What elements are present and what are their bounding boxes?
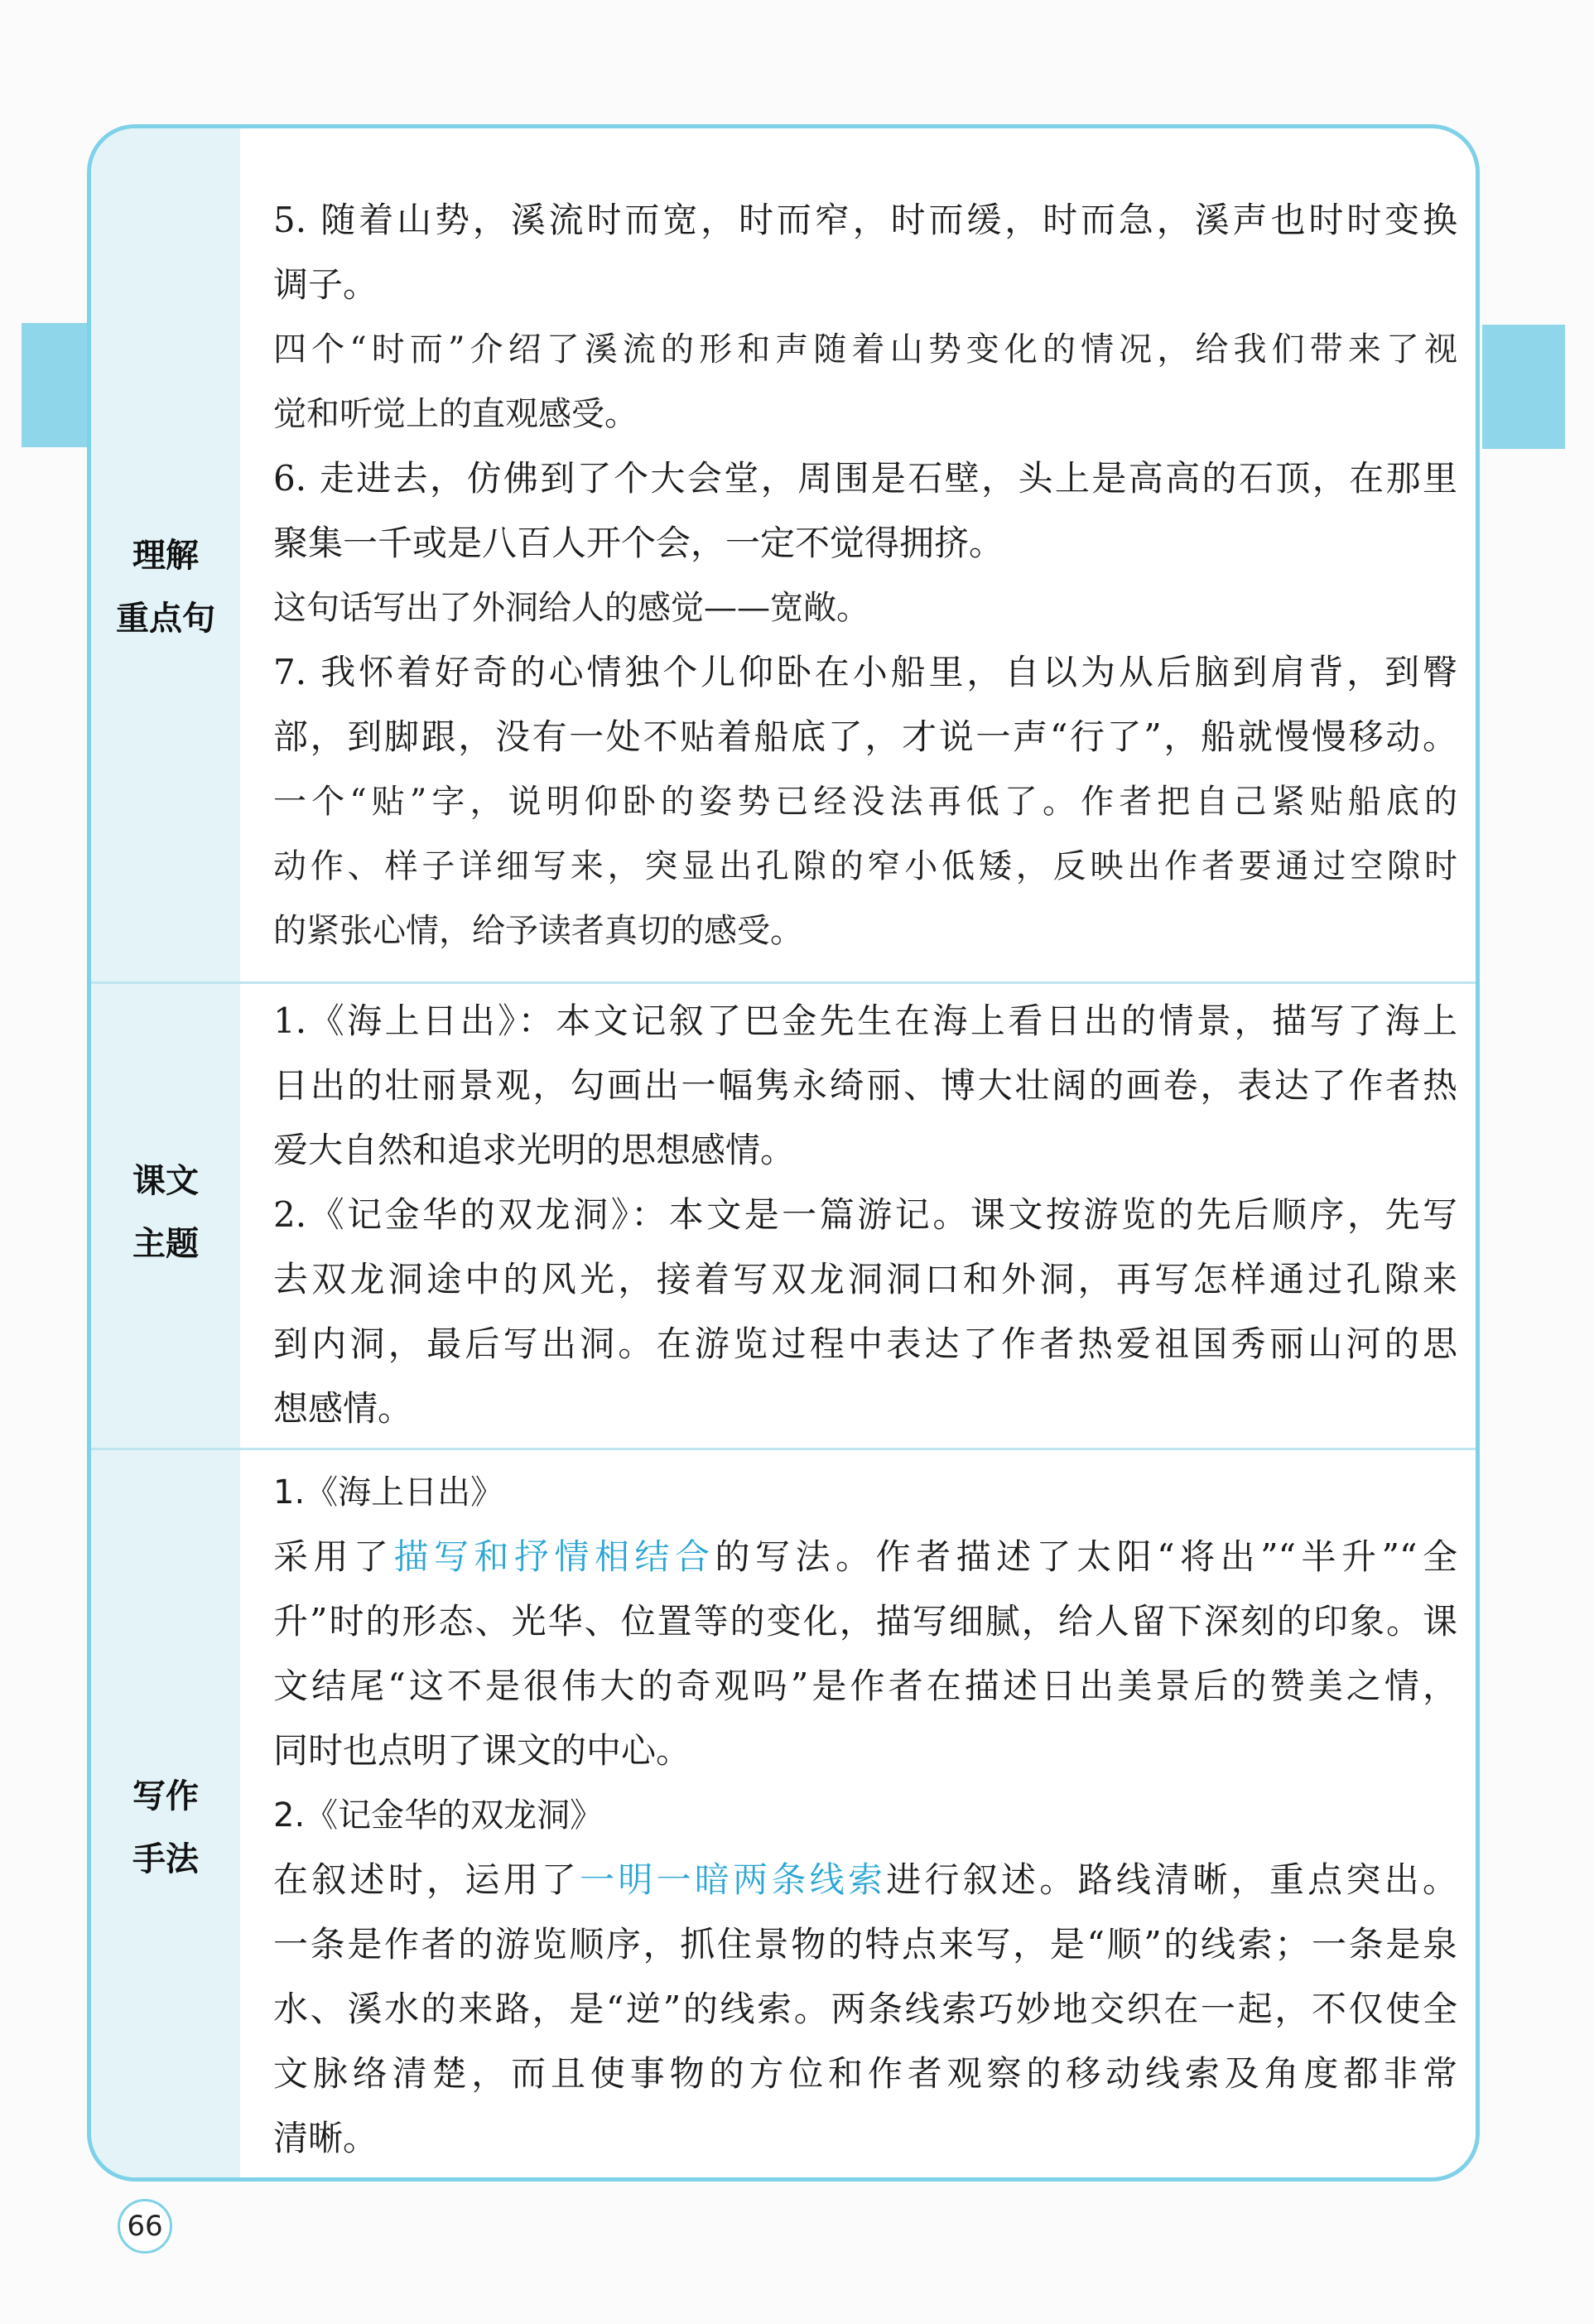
label-line-2: 主题 bbox=[132, 1225, 199, 1263]
theme-line: 日出的壮丽景观，勾画出一幅隽永绮丽、博大壮阔的画卷，表达了作者热 bbox=[273, 1065, 1457, 1106]
sentence-line: 5. 随着山势，溪流时而宽，时而窄，时而缓，时而急，溪声也时时变换 bbox=[273, 200, 1457, 240]
analysis-line: 的紧张心情，给予读者真切的感受。 bbox=[273, 912, 803, 950]
sentence-line: 聚集一千或是八百人开个会，一定不觉得拥挤。 bbox=[273, 523, 1004, 563]
label-line-2: 手法 bbox=[132, 1840, 199, 1878]
highlight-text: 描写和抒情相结合 bbox=[393, 1536, 715, 1577]
analysis-line: 这句话写出了外洞给人的感觉——宽敞。 bbox=[273, 589, 869, 627]
label-line-2: 重点句 bbox=[116, 600, 215, 638]
section-label bbox=[91, 524, 240, 650]
theme-line: 1.《海上日出》：本文记叙了巴金先生在海上看日出的情景，描写了海上 bbox=[273, 1000, 1457, 1041]
sentence-line: 6. 走进去，仿佛到了个大会堂，周围是石壁，头上是高高的石顶，在那里 bbox=[273, 458, 1457, 499]
writing-line: 一条是作者的游览顺序，抓住景物的特点来写，是“顺”的线索；一条是泉 bbox=[273, 1924, 1457, 1965]
section-body bbox=[273, 188, 1457, 963]
section-writing bbox=[91, 1448, 1476, 2182]
text-run: 采用了 bbox=[273, 1536, 394, 1577]
writing-line bbox=[273, 1848, 1457, 1912]
analysis-line: 觉和听觉上的直观感受。 bbox=[273, 395, 638, 433]
sentence-line: 7. 我怀着好奇的心情独个儿仰卧在小船里，自以为从后脑到肩背，到臀 bbox=[273, 652, 1457, 692]
writing-line: 清晰。 bbox=[273, 2118, 378, 2158]
section-label bbox=[91, 1150, 240, 1275]
writing-line bbox=[273, 1525, 1457, 1589]
sentence-line: 部，到脚跟，没有一处不贴着船底了，才说一声“行了”，船就慢慢移动。 bbox=[273, 716, 1457, 757]
label-line-1: 写作 bbox=[132, 1777, 199, 1815]
label-line-1: 课文 bbox=[132, 1162, 199, 1200]
section-body bbox=[273, 1460, 1457, 2171]
highlight-text: 一明一暗两条线索 bbox=[580, 1859, 887, 1900]
theme-line: 去双龙洞途中的风光，接着写双龙洞洞口和外洞，再写怎样通过孔隙来 bbox=[273, 1259, 1457, 1299]
page-number: 66 bbox=[118, 2199, 172, 2254]
writing-line: 文结尾“这不是很伟大的奇观吗”是作者在描述日出美景后的赞美之情， bbox=[273, 1666, 1457, 1706]
subsection-title: 1.《海上日出》 bbox=[273, 1473, 504, 1512]
theme-line: 2.《记金华的双龙洞》：本文是一篇游记。课文按游览的先后顺序，先写 bbox=[273, 1194, 1457, 1235]
analysis-line: 一个“贴”字，说明仰卧的姿势已经没法再低了。作者把自己紧贴船底的 bbox=[273, 783, 1457, 821]
writing-line: 水、溪水的来路，是“逆”的线索。两条线索巧妙地交织在一起，不仅使全 bbox=[273, 1989, 1457, 2029]
text-run: 进行叙述。路线清晰，重点突出。 bbox=[886, 1859, 1457, 1900]
theme-line: 想感情。 bbox=[273, 1388, 413, 1429]
analysis-line: 四个“时而”介绍了溪流的形和声随着山势变化的情况，给我们带来了视 bbox=[273, 330, 1457, 369]
subsection-title: 2.《记金华的双龙洞》 bbox=[273, 1796, 604, 1835]
theme-line: 到内洞，最后写出洞。在游览过程中表达了作者热爱祖国秀丽山河的思 bbox=[273, 1324, 1457, 1364]
content-card bbox=[87, 124, 1480, 2182]
section-body bbox=[273, 989, 1457, 1441]
label-line-1: 理解 bbox=[132, 537, 199, 575]
right-edge-tab bbox=[1482, 325, 1565, 449]
section-label bbox=[91, 1765, 240, 1891]
section-key-sentences bbox=[91, 128, 1476, 981]
text-run: 在叙述时，运用了 bbox=[273, 1859, 580, 1900]
sentence-line: 调子。 bbox=[273, 264, 378, 305]
section-theme bbox=[91, 981, 1476, 1450]
left-edge-tab bbox=[22, 323, 96, 447]
writing-line: 升”时的形态、光华、位置等的变化，描写细腻，给人留下深刻的印象。课 bbox=[273, 1601, 1457, 1642]
theme-line: 爱大自然和追求光明的思想感情。 bbox=[273, 1130, 796, 1170]
writing-line: 同时也点明了课文的中心。 bbox=[273, 1730, 691, 1771]
text-run: 的写法。作者描述了太阳“将出”“半升”“全 bbox=[715, 1536, 1457, 1577]
analysis-line: 动作、样子详细写来，突显出孔隙的窄小低矮，反映出作者要通过空隙时 bbox=[273, 847, 1457, 885]
writing-line: 文脉络清楚，而且使事物的方位和作者观察的移动线索及角度都非常 bbox=[273, 2053, 1457, 2094]
